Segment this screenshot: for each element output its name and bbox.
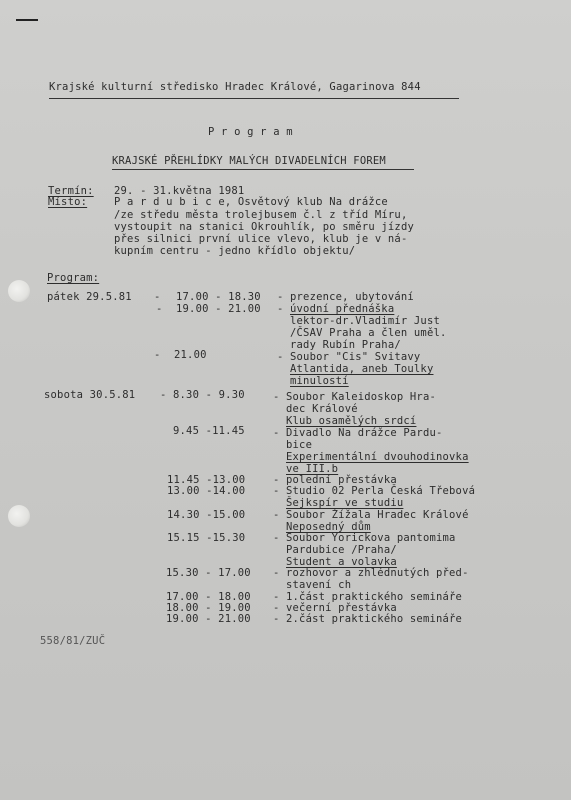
separator-dash: -	[273, 591, 280, 603]
program-heading: P r o g r a m	[208, 126, 293, 138]
document-reference: 558/81/ZUČ	[40, 635, 106, 647]
separator-dash: -	[277, 351, 284, 363]
schedule-item: polední přestávka	[286, 474, 397, 486]
schedule-time: 15.30 - 17.00	[166, 567, 251, 579]
schedule-item: Neposedný dům	[286, 521, 371, 533]
misto-line: P a r d u b i c e, Osvětový klub Na drážce	[114, 196, 388, 208]
schedule-item: Soubor Žížala Hradec Králové	[286, 509, 469, 521]
schedule-item: Divadlo Na drážce Pardu-	[286, 427, 443, 439]
misto-line: kupním centru - jedno křídlo objektu/	[114, 245, 356, 257]
schedule-item: 1.část praktického semináře	[286, 591, 463, 603]
separator-dash: -	[156, 303, 163, 315]
organization-underline	[49, 98, 459, 99]
schedule-item: Studio 02 Perla Česká Třebová	[286, 485, 476, 497]
schedule-item: rady Rubín Praha/	[290, 339, 401, 351]
schedule-item: večerní přestávka	[286, 602, 397, 614]
separator-dash: -	[273, 391, 280, 403]
schedule-time: 13.00 -14.00	[167, 485, 246, 497]
schedule-item: Šejkspír ve studiu	[286, 497, 404, 509]
schedule-item: Atlantida, aneb Toulky	[290, 363, 434, 375]
separator-dash: -	[273, 567, 280, 579]
misto-line: vystoupit na stanici Okrouhlík, po směru jízdy	[114, 221, 414, 233]
schedule-item: lektor-dr.Vladimír Just	[290, 315, 440, 327]
misto-line: /ze středu města trolejbusem č.l z tříd Míru,	[114, 209, 408, 221]
schedule-item: Soubor Yorickova pantomima	[286, 532, 456, 544]
schedule-item: prezence, ubytování	[290, 291, 414, 303]
termin-label: Termín:	[48, 185, 94, 197]
punch-hole-bottom	[8, 505, 30, 527]
schedule-time: 17.00 - 18.30	[176, 291, 261, 303]
separator-dash: -	[277, 303, 284, 315]
schedule-item: /ČSAV Praha a člen uměl.	[290, 327, 447, 339]
schedule-time: 14.30 -15.00	[167, 509, 246, 521]
separator-dash: -	[273, 427, 280, 439]
separator-dash: -	[154, 291, 161, 303]
schedule-item: Soubor Kaleidoskop Hra-	[286, 391, 436, 403]
schedule-time: 8.30 - 9.30	[173, 389, 245, 401]
separator-dash: -	[160, 389, 167, 401]
schedule-item: 2.část praktického semináře	[286, 613, 463, 625]
separator-dash: -	[273, 509, 280, 521]
schedule-time: 19.00 - 21.00	[176, 303, 261, 315]
misto-label: Místo:	[48, 196, 88, 208]
schedule-time: 15.15 -15.30	[167, 532, 246, 544]
schedule-item: Klub osamělých srdcí	[286, 415, 417, 427]
separator-dash: -	[277, 291, 284, 303]
misto-line: přes silnici první ulice vlevo, klub je v ná-	[114, 233, 408, 245]
separator-dash: -	[273, 485, 280, 497]
event-title: KRAJSKÉ PŘEHLÍDKY MALÝCH DIVADELNÍCH FOREM	[112, 155, 386, 167]
schedule-item: bice	[286, 439, 313, 451]
separator-dash: -	[273, 613, 280, 625]
schedule-item: rozhovor a zhlédnutých před-	[286, 567, 469, 579]
schedule-item: Student a volavka	[286, 556, 397, 568]
event-title-underline	[112, 169, 414, 170]
schedule-time: 11.45 -13.00	[167, 474, 246, 486]
schedule-item: Pardubice /Praha/	[286, 544, 397, 556]
separator-dash: -	[273, 474, 280, 486]
schedule-item: Soubor "Cis" Svitavy	[290, 351, 421, 363]
separator-dash: -	[273, 602, 280, 614]
program-label: Program:	[47, 272, 100, 284]
schedule-time: 18.00 - 19.00	[166, 602, 251, 614]
schedule-item: úvodní přednáška	[290, 303, 395, 315]
schedule-time: 9.45 -11.45	[173, 425, 245, 437]
schedule-time: 17.00 - 18.00	[166, 591, 251, 603]
termin-value: 29. - 31.května 1981	[114, 185, 245, 197]
schedule-item: stavení ch	[286, 579, 352, 591]
separator-dash: -	[154, 349, 161, 361]
punch-hole-top	[8, 280, 30, 302]
top-margin-mark	[16, 19, 38, 21]
schedule-time: 19.00 - 21.00	[166, 613, 251, 625]
schedule-item: dec Králové	[286, 403, 358, 415]
organization-line: Krajské kulturní středisko Hradec Králové, Gagarinova 844	[49, 81, 421, 93]
separator-dash: -	[273, 532, 280, 544]
schedule-time: 21.00	[174, 349, 207, 361]
day-label-friday: pátek 29.5.81	[47, 291, 132, 303]
schedule-item: minulostí	[290, 375, 349, 387]
schedule-item: Experimentální dvouhodinovka	[286, 451, 469, 463]
day-label-saturday: sobota 30.5.81	[44, 389, 136, 401]
schedule-item: ve III.b	[286, 463, 339, 475]
